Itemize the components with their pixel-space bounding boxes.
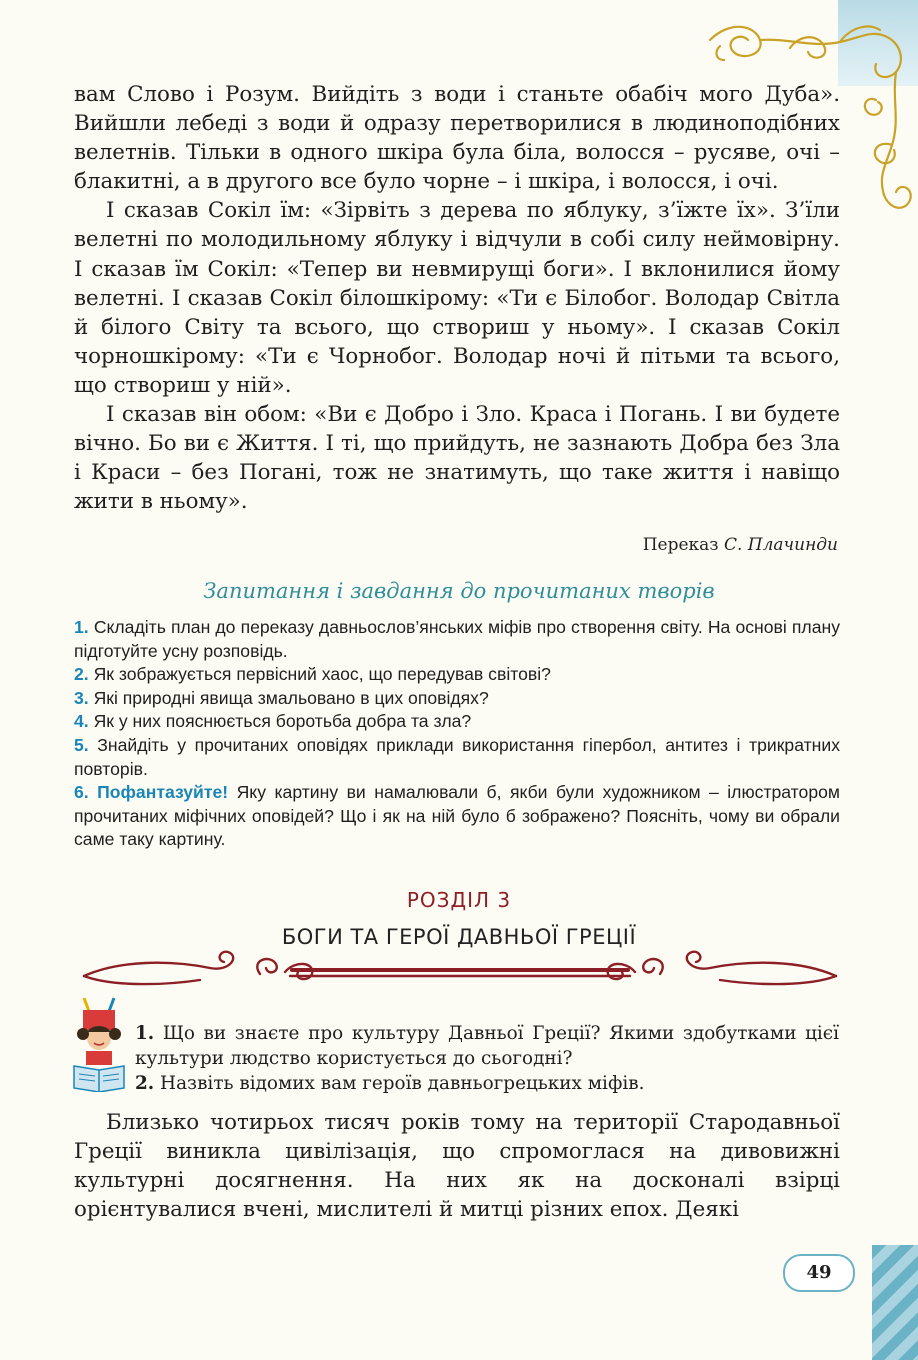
section-number: РОЗДІЛ 3 [406, 888, 512, 912]
story-text [74, 80, 840, 516]
question-item [74, 781, 840, 852]
question-item [74, 687, 840, 711]
story-paragraph-1: вам Слово і Розум. Вийдіть з води і станьте обабіч мого Дуба». Вийшли лебеді з води й одразу перетворилися в людиноподібних велетнів. Тільки в одного шкіра була біла, волосся – русяве, очі – блакитні, а в другого все було чорне – і шкіра, і волосся, і очі. [74, 82, 840, 195]
page-number: 49 [783, 1254, 855, 1292]
attribution-prefix: Переказ [642, 535, 724, 555]
question-highlight: Пофантазуйте! [88, 782, 229, 803]
question-number: 3. [74, 687, 89, 708]
question-text: Як у них пояснюється боротьба добра та зла? [88, 711, 472, 732]
intro-question-text: Назвіть відомих вам героїв давньогрецьких міфів. [154, 1073, 645, 1094]
question-text: Знайдіть у прочитаних оповідях приклади використання гіпербол, антитез і трикратних повторів. [74, 734, 840, 779]
questions-title: Запитання і завдання до прочитаних творів [203, 579, 715, 603]
section-title: БОГИ ТА ГЕРОЇ ДАВНЬОЇ ГРЕЦІЇ [281, 925, 637, 949]
attribution [643, 535, 838, 555]
section-intro-text [74, 1108, 840, 1224]
question-number: 2. [74, 664, 89, 685]
intro-question-2 [135, 1071, 839, 1096]
red-scroll-divider-ornament-icon [80, 946, 840, 992]
question-number: 6. [74, 782, 89, 803]
question-text: Які природні явища змальовано в цих оповідях? [88, 687, 489, 708]
intro-question-number: 2. [135, 1073, 155, 1094]
question-item [74, 710, 840, 734]
question-item [74, 616, 840, 663]
side-stripe-decoration [872, 1245, 918, 1360]
questions-list [74, 616, 840, 852]
question-text: Складіть план до переказу давньослов’янських міфів про створення світу. На основі плану підготуйте усну розповідь. [74, 617, 840, 661]
question-number: 4. [74, 711, 89, 732]
question-text: Яку картину ви намалювали б, якби були художником – ілюстратором прочитаних міфічних оповідей? Що і як на ній було б зображено? Поясніть, чому ви обрали саме таку картину. [74, 782, 840, 850]
intro-question-1 [135, 1021, 839, 1071]
intro-questions [135, 1021, 839, 1096]
story-paragraph-3: І сказав він обом: «Ви є Добро і Зло. Краса і Погань. І ви будете вічно. Бо ви є Життя. І ті, що прийдуть, не зазнають Добра без Зла і Краси – без Погані, тож не знатимуть, що таке життя і навіщо жити в ньому». [74, 402, 840, 515]
attribution-author: С. Плачинди [723, 535, 838, 555]
story-paragraph-2: І сказав Сокіл їм: «Зірвіть з дерева по яблуку, з’їжте їх». З’їли велетні по молодильному яблуку і відчули в собі силу неймовірну. І сказав їм Сокіл: «Тепер ви невмирущі боги». І вклонилися йому велетні. І сказав Сокіл білошкірому: «Ти є Білобог. Володар Світла й білого Світу та всього, що створиш у ньому». І сказав Сокіл чорношкірому: «Ти є Чорнобог. Володар ночі й пітьми та всього, що створиш у ній». [74, 198, 840, 398]
intro-question-number: 1. [135, 1023, 155, 1044]
question-number: 1. [74, 617, 89, 637]
question-item [74, 663, 840, 687]
question-item [74, 734, 840, 781]
question-number: 5. [74, 734, 89, 755]
section-intro-paragraph: Близько чотирьох тисяч років тому на території Стародавньої Греції виникла цивілізація, що спромоглася на дивовижні культурні досягнення. На них як на досконалі взірці орієнтувалися вчені, мислителі й митці різних епох. Деякі [74, 1110, 840, 1223]
question-text: Як зображується первісний хаос, що передував світові? [88, 664, 551, 685]
intro-question-text: Що ви знаєте про культуру Давньої Греції? Якими здобутками цієї культури людство користується до сьогодні? [135, 1023, 839, 1069]
girl-reading-book-icon [70, 996, 128, 1092]
